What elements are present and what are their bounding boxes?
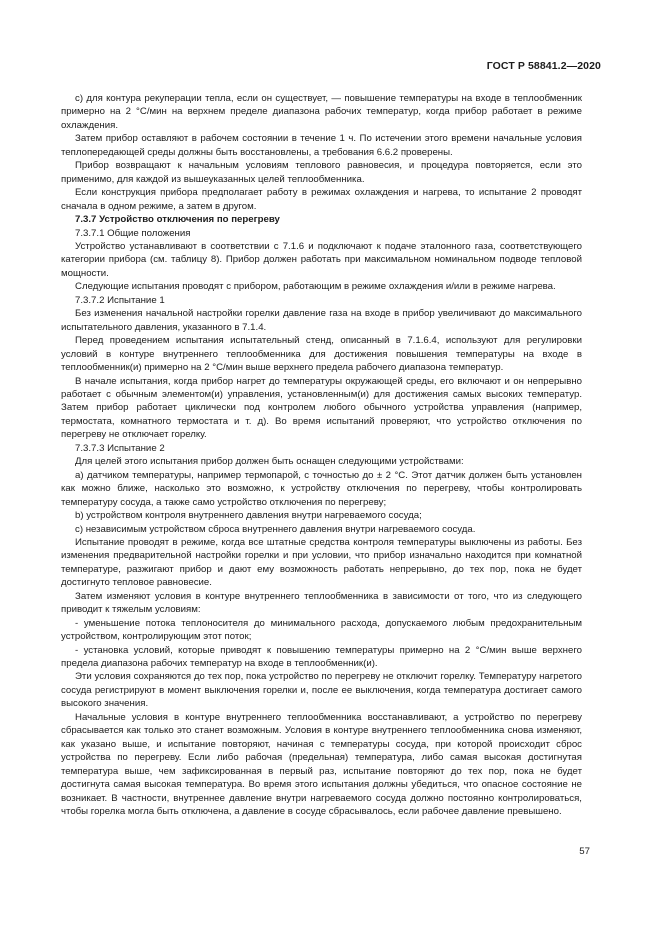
paragraph: Для целей этого испытания прибор должен быть оснащен следующими устройствами: — [75, 456, 464, 468]
paragraph: 7.3.7.3 Испытание 2 — [75, 442, 165, 454]
paragraph: Следующие испытания проводят с прибором, работающим в режиме охлаждения и/или в режиме нагрева. — [75, 281, 556, 293]
paragraph: Если конструкция прибора предполагает работу в режимах охлаждения и нагрева, то испытание 2 проводят сначала в одном режиме, а затем в другом. — [61, 187, 582, 212]
paragraph: - установка условий, которые приводят к повышению температуры примерно на 2 °С/мин выше верхнего предела диапазона рабочих температур на входе в теплообменник(и). — [61, 644, 582, 670]
paragraph: Устройство устанавливают в соответствии с 7.1.6 и подключают к подаче эталонного газа, соответствующего категории прибора (см. таблицу 8). Прибор должен работать при максимальном номинальном подводе тепловой мощности. — [61, 240, 582, 279]
paragraph: Начальные условия в контуре внутреннего теплообменника восстанавливают, а устройство по перегреву сбрасывается как только это станет возможным. Условия в контуре внутреннего теплообменника снова изменяют, как указано выше, и испытание повторяют, начиная с температуры сосуда, при которой происходит сброс устройства по перегреву. Если либо рабочая (предельная) температура, либо самая высокая достигнутая температура выше, чем зафиксированная в первый раз, испытание повторяют до тех пор, пока не будет достигнута самая высокая температура. Во время этого испытания должны убедиться, что опасное состояние не возникает. В частности, внутреннее давление внутри нагреваемого сосуда должно постоянно контролироваться, чтобы горелка могла быть отключена, а давление в сосуде сбрасывалось, если рабочее давление превышено. — [61, 711, 582, 818]
paragraph: Эти условия сохраняются до тех пор, пока устройство по перегреву не отключит горелку. Температуру нагретого сосуда регистрируют в момент выключения горелки и, после ее выключения, когда температура достигает самого высокого значения. — [61, 671, 582, 710]
page-number: 57 — [579, 846, 590, 857]
paragraph: Испытание проводят в режиме, когда все штатные средства контроля температуры выключены из работы. Без изменения предварительной настройки горелки и при условии, что прибор изначально находится при комнатной температуре, разжигают прибор и дают ему возможность работать непрерывно, до тех пор, пока не будет достигнуто тепловое равновесие. — [61, 536, 582, 589]
paragraph: Перед проведением испытания испытательный стенд, описанный в 7.1.6.4, используют для регулировки условий в контуре внутреннего теплообменника для достижения повышения температуры на входе в теплообменник(и) примерно на 2 °С/мин выше верхнего предела рабочего диапазона температур. — [61, 335, 582, 374]
paragraph: Прибор возвращают к начальным условиям теплового равновесия, и процедура повторяется, если это применимо, для каждой из вышеуказанных целей теплообменника. — [61, 160, 582, 185]
document-id-header: ГОСТ Р 58841.2—2020 — [486, 60, 601, 72]
body-text — [61, 92, 582, 818]
paragraph: c) независимым устройством сброса внутреннего давления внутри нагреваемого сосуда. — [75, 523, 476, 535]
paragraph: В начале испытания, когда прибор нагрет до температуры окружающей среды, его включают и он непрерывно работает с обычным элементом(и) управления, установленным(и) для достижения самых высоких температур. Затем прибор работает циклически под контролем любого обычного устройства управления (например, термостата, комнатного термостата и т. д). Во время испытаний проверяют, что устройство отключения по перегреву не отключает горелку. — [61, 375, 582, 441]
paragraph: Затем прибор оставляют в рабочем состоянии в течение 1 ч. По истечении этого времени начальные условия теплопередающей среды должны быть восстановлены, а требования 6.6.2 проверены. — [61, 133, 582, 158]
paragraph: 7.3.7.2 Испытание 1 — [75, 294, 165, 306]
paragraph: 7.3.7.1 Общие положения — [75, 227, 191, 239]
paragraph: c) для контура рекуперации тепла, если он существует, — повышение температуры на входе в теплообменник примерно на 2 °С/мин на верхнем пределе диапазона рабочих температур, когда прибор работает в режиме охлаждения. — [61, 93, 582, 131]
section-heading: 7.3.7 Устройство отключения по перегреву — [75, 214, 280, 226]
paragraph: Затем изменяют условия в контуре внутреннего теплообменника в зависимости от того, что из следующего приводит к тяжелым условиям: — [61, 590, 582, 616]
paragraph: а) датчиком температуры, например термопарой, с точностью до ± 2 °С. Этот датчик должен быть установлен как можно ближе, насколько это возможно, к устройству отключения по перегреву, чтобы контролировать температуру сосуда, а также само устройство отключения по перегреву; — [61, 469, 582, 508]
paragraph: - уменьшение потока теплоносителя до минимального расхода, допускаемого любым предохранительным устройством, контролирующим этот поток; — [61, 617, 582, 643]
paragraph: b) устройством контроля внутреннего давления внутри нагреваемого сосуда; — [75, 510, 422, 522]
paragraph: Без изменения начальной настройки горелки давление газа на входе в прибор увеличивают до максимального испытательного давления, указанного в 7.1.4. — [61, 308, 582, 333]
